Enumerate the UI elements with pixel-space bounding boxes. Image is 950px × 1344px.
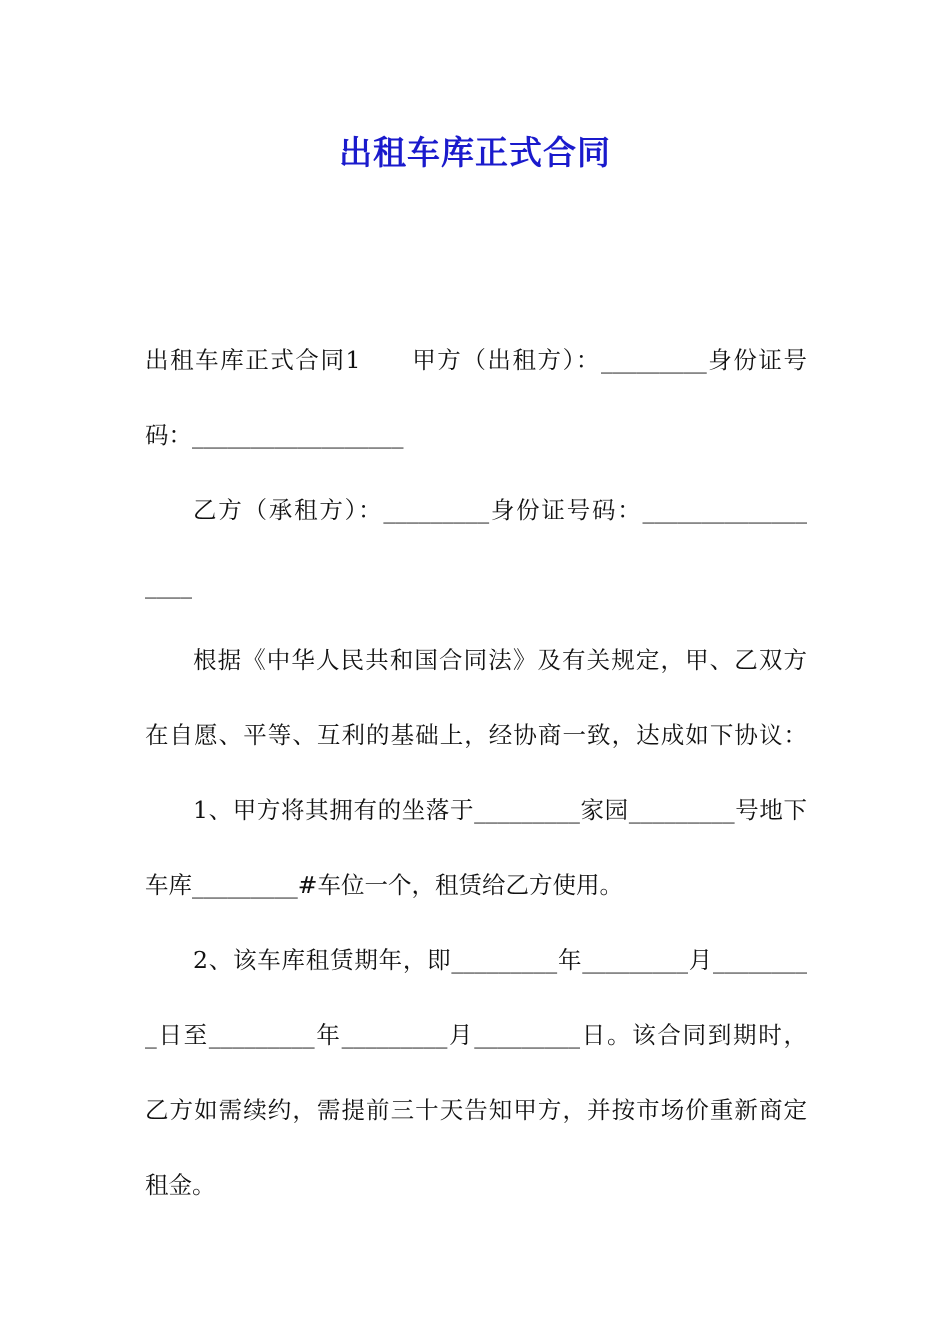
clause-1-line-2: 车库_________#车位一个，租赁给乙方使用。 (145, 871, 623, 899)
clause-1-line-1: 1、甲方将其拥有的坐落于_________家园_________号地下 (193, 796, 807, 824)
party-a-line: 出租车库正式合同1 甲方（出租方）：_________身份证号 (145, 346, 807, 374)
clause-2-line-2: _日至_________年_________月_________日。该合同到期时， (145, 1021, 807, 1049)
party-a-id-line: 码：__________________ (145, 421, 404, 449)
party-b-line: 乙方（承租方）：_________身份证号码：______________ (193, 496, 807, 524)
preamble-line-2: 在自愿、平等、互利的基础上，经协商一致，达成如下协议： (145, 721, 807, 749)
document-title: 出租车库正式合同 (339, 133, 611, 172)
preamble-line-1: 根据《中华人民共和国合同法》及有关规定，甲、乙双方 (193, 646, 807, 674)
clause-2-line-1: 2、该车库租赁期年，即_________年_________月________ (193, 946, 807, 974)
party-b-id-continuation: ____ (145, 571, 192, 599)
clause-2-line-4: 租金。 (145, 1171, 216, 1199)
clause-2-line-3: 乙方如需续约，需提前三十天告知甲方，并按市场价重新商定 (145, 1096, 807, 1124)
